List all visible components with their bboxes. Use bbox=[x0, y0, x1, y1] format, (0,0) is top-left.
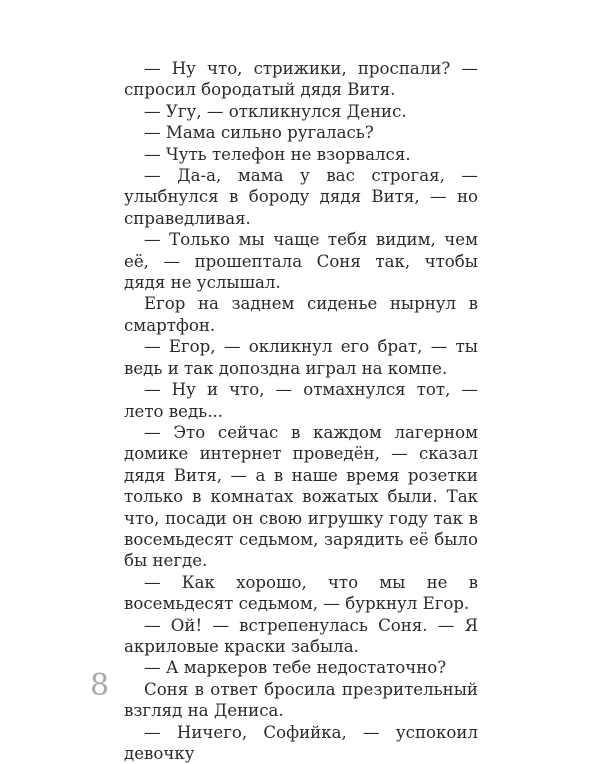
paragraph: — Как хорошо, что мы не в восемьдесят седьмом, — буркнул Егор. bbox=[124, 572, 478, 614]
paragraph: — Ну и что, — отмахнулся тот, — лето ведь... bbox=[124, 380, 478, 421]
paragraph: — Чуть телефон не взорвался. bbox=[144, 144, 411, 164]
paragraph: — Мама сильно ругалась? bbox=[144, 123, 374, 143]
paragraph: Соня в ответ бросила презрительный взгляд на Дениса. bbox=[124, 679, 478, 721]
paragraph: Егор на заднем сиденье нырнул в смартфон. bbox=[124, 294, 478, 335]
paragraph: — Только мы чаще тебя видим, чем её, — прошептала Соня так, чтобы дядя не услышал. bbox=[124, 230, 478, 293]
paragraph: — А маркеров тебе недостаточно? bbox=[144, 658, 447, 678]
page-number: 8 bbox=[90, 668, 110, 703]
body-text bbox=[124, 58, 478, 764]
paragraph: — Угу, — откликнулся Денис. bbox=[144, 101, 407, 121]
paragraph: — Ой! — встрепенулась Соня. — Я акриловые краски забыла. bbox=[124, 615, 478, 656]
paragraph: — Это сейчас в каждом лагерном домике интернет проведён, — сказал дядя Витя, — а в наше время розетки только в комнатах вожатых были. Так что, посади он свою игрушку году так в восемьдесят седьмом, зарядить её было бы негде. bbox=[124, 422, 478, 571]
paragraph: — Егор, — окликнул его брат, — ты ведь и так допоздна играл на компе. bbox=[124, 337, 478, 378]
paragraph: — Ничего, Софийка, — успокоил девочку bbox=[124, 722, 478, 763]
paragraph: — Ну что, стрижики, проспали? — спросил бородатый дядя Витя. bbox=[124, 59, 478, 100]
paragraph: — Да-а, мама у вас строгая, — улыбнулся в бороду дядя Витя, — но справедливая. bbox=[124, 166, 478, 228]
